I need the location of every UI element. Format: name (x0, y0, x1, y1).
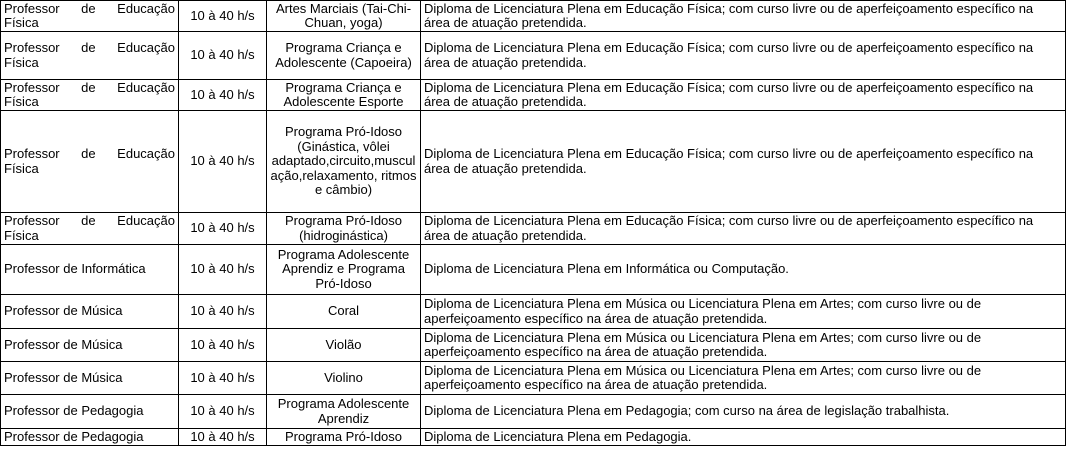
cargo-cell: Professor de Música (1, 362, 179, 395)
area-cell: Violão (267, 329, 421, 362)
carga-cell: 10 à 40 h/s (179, 80, 267, 111)
area-cell: Programa Adolescente Aprendiz (267, 395, 421, 429)
carga-cell: 10 à 40 h/s (179, 395, 267, 429)
requisito-cell: Diploma de Licenciatura Plena em Informática ou Computação. (421, 245, 1066, 295)
requisito-cell: Diploma de Licenciatura Plena em Educação Física; com curso livre ou de aperfeiçoamento específico na área de atuação pretendida. (421, 111, 1066, 213)
carga-cell: 10 à 40 h/s (179, 429, 267, 446)
table-row (1, 80, 1066, 111)
cargo-cell: Professor de Música (1, 295, 179, 329)
area-cell: Programa Adolescente Aprendiz e Programa Pró-Idoso (267, 245, 421, 295)
table-row (1, 329, 1066, 362)
requisito-cell: Diploma de Licenciatura Plena em Educação Física; com curso livre ou de aperfeiçoamento específico na área de atuação pretendida. (421, 213, 1066, 245)
carga-cell: 10 à 40 h/s (179, 295, 267, 329)
carga-cell: 10 à 40 h/s (179, 111, 267, 213)
area-cell: Coral (267, 295, 421, 329)
carga-cell: 10 à 40 h/s (179, 362, 267, 395)
requisito-cell: Diploma de Licenciatura Plena em Educação Física; com curso livre ou de aperfeiçoamento específico na área de atuação pretendida. (421, 32, 1066, 80)
carga-cell: 10 à 40 h/s (179, 213, 267, 245)
requisito-cell: Diploma de Licenciatura Plena em Música ou Licenciatura Plena em Artes; com curso livre ou de aperfeiçoamento específico na área de atuação pretendida. (421, 329, 1066, 362)
requisito-cell: Diploma de Licenciatura Plena em Educação Física; com curso livre ou de aperfeiçoamento específico na área de atuação pretendida. (421, 1, 1066, 32)
requisito-cell: Diploma de Licenciatura Plena em Educação Física; com curso livre ou de aperfeiçoamento específico na área de atuação pretendida. (421, 80, 1066, 111)
table-row (1, 111, 1066, 213)
cargo-cell: Professor de Educação Física (1, 111, 179, 213)
area-cell: Programa Pró-Idoso (267, 429, 421, 446)
requisito-cell: Diploma de Licenciatura Plena em Pedagogia; com curso na área de legislação trabalhista. (421, 395, 1066, 429)
area-cell: Programa Criança e Adolescente (Capoeira) (267, 32, 421, 80)
table-row (1, 295, 1066, 329)
carga-cell: 10 à 40 h/s (179, 1, 267, 32)
area-cell: Artes Marciais (Tai-Chi-Chuan, yoga) (267, 1, 421, 32)
cargo-cell: Professor de Educação Física (1, 1, 179, 32)
cargo-cell: Professor de Educação Física (1, 80, 179, 111)
area-cell: Violino (267, 362, 421, 395)
table-row (1, 1, 1066, 32)
table-row (1, 245, 1066, 295)
cargo-cell: Professor de Pedagogia (1, 429, 179, 446)
carga-cell: 10 à 40 h/s (179, 32, 267, 80)
requisito-cell: Diploma de Licenciatura Plena em Pedagogia. (421, 429, 1066, 446)
area-cell: Programa Pró-Idoso (hidroginástica) (267, 213, 421, 245)
table-row (1, 429, 1066, 446)
carga-cell: 10 à 40 h/s (179, 329, 267, 362)
area-cell: Programa Criança e Adolescente Esporte (267, 80, 421, 111)
carga-cell: 10 à 40 h/s (179, 245, 267, 295)
table-row (1, 213, 1066, 245)
cargo-cell: Professor de Educação Física (1, 213, 179, 245)
requisito-cell: Diploma de Licenciatura Plena em Música ou Licenciatura Plena em Artes; com curso livre ou de aperfeiçoamento específico na área de atuação pretendida. (421, 295, 1066, 329)
cargo-cell: Professor de Informática (1, 245, 179, 295)
table-row (1, 395, 1066, 429)
cargo-cell: Professor de Pedagogia (1, 395, 179, 429)
table-row (1, 32, 1066, 80)
area-cell: Programa Pró-Idoso (Ginástica, vôlei adaptado,circuito,musculação,relaxamento, ritmos e câmbio) (267, 111, 421, 213)
cargo-cell: Professor de Educação Física (1, 32, 179, 80)
requisito-cell: Diploma de Licenciatura Plena em Música ou Licenciatura Plena em Artes; com curso livre ou de aperfeiçoamento específico na área de atuação pretendida. (421, 362, 1066, 395)
table-row (1, 362, 1066, 395)
cargo-cell: Professor de Música (1, 329, 179, 362)
